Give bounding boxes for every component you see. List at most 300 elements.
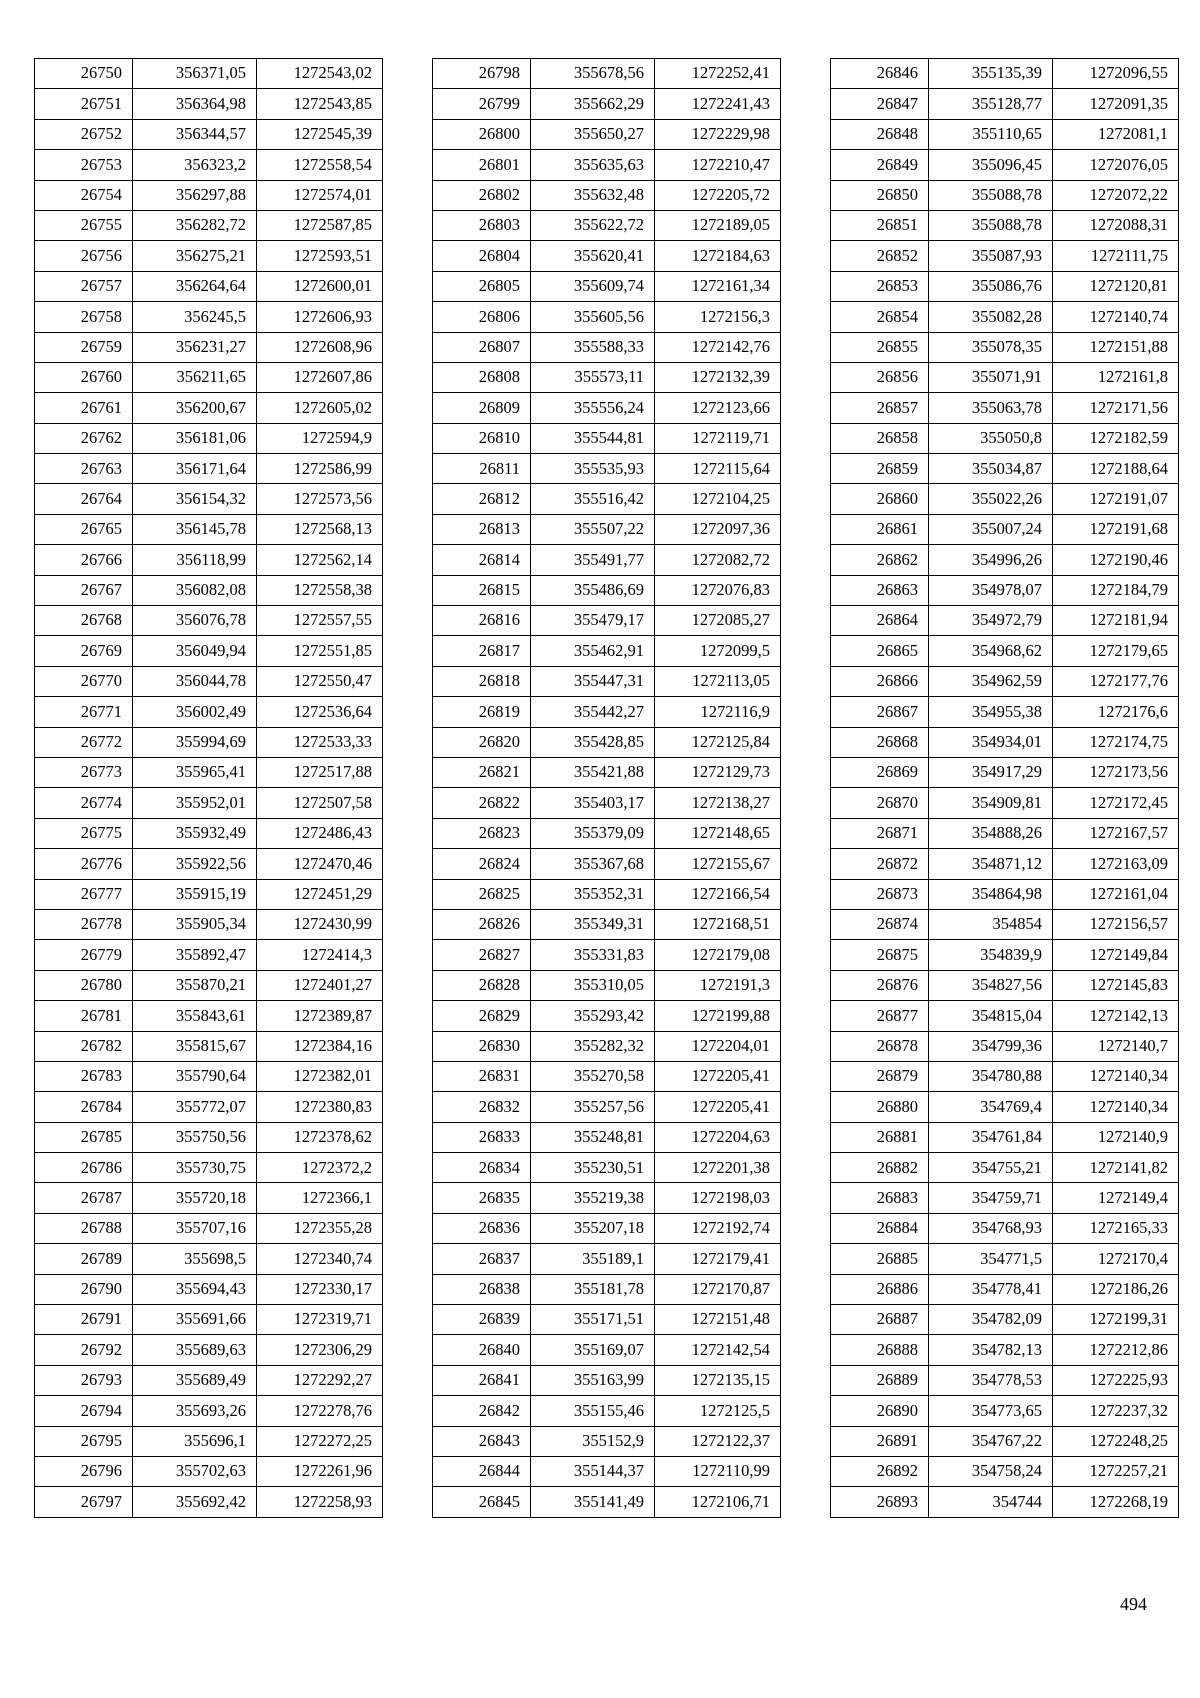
x-coordinate-cell: 356211,65 xyxy=(133,362,257,392)
table-row xyxy=(433,1122,781,1152)
y-coordinate-cell: 1272533,33 xyxy=(257,727,383,757)
point-number-cell: 26794 xyxy=(35,1396,133,1426)
y-coordinate-cell: 1272562,14 xyxy=(257,545,383,575)
y-coordinate-cell: 1272151,88 xyxy=(1053,332,1179,362)
point-number-cell: 26836 xyxy=(433,1213,531,1243)
y-coordinate-cell: 1272138,27 xyxy=(655,788,781,818)
table-row xyxy=(35,788,383,818)
point-number-cell: 26863 xyxy=(831,575,929,605)
x-coordinate-cell: 355650,27 xyxy=(531,119,655,149)
point-number-cell: 26777 xyxy=(35,879,133,909)
y-coordinate-cell: 1272170,4 xyxy=(1053,1244,1179,1274)
y-coordinate-cell: 1272204,01 xyxy=(655,1031,781,1061)
x-coordinate-cell: 354769,4 xyxy=(929,1092,1053,1122)
table-row xyxy=(35,241,383,271)
table-row xyxy=(35,119,383,149)
y-coordinate-cell: 1272551,85 xyxy=(257,636,383,666)
x-coordinate-cell: 355310,05 xyxy=(531,970,655,1000)
point-number-cell: 26854 xyxy=(831,302,929,332)
point-number-cell: 26753 xyxy=(35,150,133,180)
y-coordinate-cell: 1272120,81 xyxy=(1053,271,1179,301)
table-row xyxy=(35,1335,383,1365)
point-number-cell: 26835 xyxy=(433,1183,531,1213)
table-row xyxy=(831,180,1179,210)
x-coordinate-cell: 355507,22 xyxy=(531,514,655,544)
point-number-cell: 26883 xyxy=(831,1183,929,1213)
point-number-cell: 26872 xyxy=(831,849,929,879)
x-coordinate-cell: 355071,91 xyxy=(929,362,1053,392)
y-coordinate-cell: 1272122,37 xyxy=(655,1426,781,1456)
y-coordinate-cell: 1272545,39 xyxy=(257,119,383,149)
y-coordinate-cell: 1272166,54 xyxy=(655,879,781,909)
x-coordinate-cell: 355034,87 xyxy=(929,454,1053,484)
table-row xyxy=(433,606,781,636)
table-row xyxy=(831,1396,1179,1426)
x-coordinate-cell: 355622,72 xyxy=(531,210,655,240)
table-row xyxy=(433,332,781,362)
point-number-cell: 26864 xyxy=(831,606,929,636)
x-coordinate-cell: 356282,72 xyxy=(133,210,257,240)
table-row xyxy=(433,970,781,1000)
point-number-cell: 26837 xyxy=(433,1244,531,1274)
x-coordinate-cell: 355692,42 xyxy=(133,1487,257,1517)
table-row xyxy=(433,909,781,939)
y-coordinate-cell: 1272165,33 xyxy=(1053,1213,1179,1243)
x-coordinate-cell: 354854 xyxy=(929,909,1053,939)
x-coordinate-cell: 355248,81 xyxy=(531,1122,655,1152)
x-coordinate-cell: 355635,63 xyxy=(531,150,655,180)
point-number-cell: 26811 xyxy=(433,454,531,484)
y-coordinate-cell: 1272123,66 xyxy=(655,393,781,423)
table-row xyxy=(831,484,1179,514)
y-coordinate-cell: 1272082,72 xyxy=(655,545,781,575)
x-coordinate-cell: 354778,53 xyxy=(929,1365,1053,1395)
y-coordinate-cell: 1272119,71 xyxy=(655,423,781,453)
x-coordinate-cell: 355750,56 xyxy=(133,1122,257,1152)
table-row xyxy=(35,1365,383,1395)
x-coordinate-cell: 356275,21 xyxy=(133,241,257,271)
x-coordinate-cell: 356364,98 xyxy=(133,89,257,119)
point-number-cell: 26771 xyxy=(35,697,133,727)
point-number-cell: 26827 xyxy=(433,940,531,970)
table-row xyxy=(831,1305,1179,1335)
table-row xyxy=(35,59,383,89)
table-row xyxy=(831,1213,1179,1243)
y-coordinate-cell: 1272097,36 xyxy=(655,514,781,544)
table-row xyxy=(831,1153,1179,1183)
table-row xyxy=(831,210,1179,240)
y-coordinate-cell: 1272229,98 xyxy=(655,119,781,149)
point-number-cell: 26763 xyxy=(35,454,133,484)
y-coordinate-cell: 1272401,27 xyxy=(257,970,383,1000)
point-number-cell: 26825 xyxy=(433,879,531,909)
x-coordinate-cell: 355163,99 xyxy=(531,1365,655,1395)
table-row xyxy=(35,727,383,757)
x-coordinate-cell: 354761,84 xyxy=(929,1122,1053,1152)
x-coordinate-cell: 354909,81 xyxy=(929,788,1053,818)
y-coordinate-cell: 1272205,72 xyxy=(655,180,781,210)
point-number-cell: 26796 xyxy=(35,1456,133,1486)
y-coordinate-cell: 1272593,51 xyxy=(257,241,383,271)
y-coordinate-cell: 1272558,54 xyxy=(257,150,383,180)
y-coordinate-cell: 1272607,86 xyxy=(257,362,383,392)
x-coordinate-cell: 355110,65 xyxy=(929,119,1053,149)
table-row xyxy=(831,1274,1179,1304)
point-number-cell: 26786 xyxy=(35,1153,133,1183)
table-row xyxy=(35,545,383,575)
y-coordinate-cell: 1272179,65 xyxy=(1053,636,1179,666)
y-coordinate-cell: 1272340,74 xyxy=(257,1244,383,1274)
x-coordinate-cell: 355693,26 xyxy=(133,1396,257,1426)
x-coordinate-cell: 355632,48 xyxy=(531,180,655,210)
y-coordinate-cell: 1272586,99 xyxy=(257,454,383,484)
point-number-cell: 26791 xyxy=(35,1305,133,1335)
y-coordinate-cell: 1272355,28 xyxy=(257,1213,383,1243)
point-number-cell: 26891 xyxy=(831,1426,929,1456)
table-row xyxy=(433,940,781,970)
x-coordinate-cell: 355207,18 xyxy=(531,1213,655,1243)
point-number-cell: 26781 xyxy=(35,1001,133,1031)
y-coordinate-cell: 1272184,79 xyxy=(1053,575,1179,605)
point-number-cell: 26830 xyxy=(433,1031,531,1061)
y-coordinate-cell: 1272608,96 xyxy=(257,332,383,362)
x-coordinate-cell: 354917,29 xyxy=(929,757,1053,787)
x-coordinate-cell: 354864,98 xyxy=(929,879,1053,909)
point-number-cell: 26751 xyxy=(35,89,133,119)
point-number-cell: 26866 xyxy=(831,666,929,696)
table-row xyxy=(831,879,1179,909)
table-row xyxy=(831,1456,1179,1486)
x-coordinate-cell: 355707,16 xyxy=(133,1213,257,1243)
y-coordinate-cell: 1272156,57 xyxy=(1053,909,1179,939)
table-row xyxy=(433,1305,781,1335)
table-row xyxy=(433,1213,781,1243)
x-coordinate-cell: 356344,57 xyxy=(133,119,257,149)
x-coordinate-cell: 355932,49 xyxy=(133,818,257,848)
table-row xyxy=(433,1031,781,1061)
y-coordinate-cell: 1272191,68 xyxy=(1053,514,1179,544)
x-coordinate-cell: 354996,26 xyxy=(929,545,1053,575)
table-row xyxy=(433,636,781,666)
y-coordinate-cell: 1272072,22 xyxy=(1053,180,1179,210)
table-row xyxy=(35,1183,383,1213)
x-coordinate-cell: 355096,45 xyxy=(929,150,1053,180)
point-number-cell: 26873 xyxy=(831,879,929,909)
point-number-cell: 26881 xyxy=(831,1122,929,1152)
y-coordinate-cell: 1272172,45 xyxy=(1053,788,1179,818)
y-coordinate-cell: 1272113,05 xyxy=(655,666,781,696)
point-number-cell: 26799 xyxy=(433,89,531,119)
y-coordinate-cell: 1272129,73 xyxy=(655,757,781,787)
table-row xyxy=(433,788,781,818)
table-row xyxy=(35,271,383,301)
y-coordinate-cell: 1272587,85 xyxy=(257,210,383,240)
point-number-cell: 26818 xyxy=(433,666,531,696)
table-row xyxy=(35,1092,383,1122)
point-number-cell: 26829 xyxy=(433,1001,531,1031)
y-coordinate-cell: 1272167,57 xyxy=(1053,818,1179,848)
table-row xyxy=(35,1487,383,1517)
table-row xyxy=(831,1122,1179,1152)
y-coordinate-cell: 1272149,84 xyxy=(1053,940,1179,970)
y-coordinate-cell: 1272142,76 xyxy=(655,332,781,362)
table-row xyxy=(433,1335,781,1365)
table-row xyxy=(831,362,1179,392)
point-number-cell: 26802 xyxy=(433,180,531,210)
y-coordinate-cell: 1272181,94 xyxy=(1053,606,1179,636)
point-number-cell: 26785 xyxy=(35,1122,133,1152)
point-number-cell: 26801 xyxy=(433,150,531,180)
y-coordinate-cell: 1272558,38 xyxy=(257,575,383,605)
table-row xyxy=(433,454,781,484)
y-coordinate-cell: 1272389,87 xyxy=(257,1001,383,1031)
y-coordinate-cell: 1272115,64 xyxy=(655,454,781,484)
x-coordinate-cell: 355620,41 xyxy=(531,241,655,271)
table-row xyxy=(433,180,781,210)
y-coordinate-cell: 1272258,93 xyxy=(257,1487,383,1517)
point-number-cell: 26805 xyxy=(433,271,531,301)
y-coordinate-cell: 1272201,38 xyxy=(655,1153,781,1183)
x-coordinate-cell: 356044,78 xyxy=(133,666,257,696)
y-coordinate-cell: 1272430,99 xyxy=(257,909,383,939)
point-number-cell: 26764 xyxy=(35,484,133,514)
y-coordinate-cell: 1272517,88 xyxy=(257,757,383,787)
point-number-cell: 26815 xyxy=(433,575,531,605)
x-coordinate-cell: 356118,99 xyxy=(133,545,257,575)
table-row xyxy=(433,1244,781,1274)
y-coordinate-cell: 1272140,34 xyxy=(1053,1092,1179,1122)
x-coordinate-cell: 355486,69 xyxy=(531,575,655,605)
point-number-cell: 26846 xyxy=(831,59,929,89)
y-coordinate-cell: 1272372,2 xyxy=(257,1153,383,1183)
table-row xyxy=(433,119,781,149)
x-coordinate-cell: 356002,49 xyxy=(133,697,257,727)
point-number-cell: 26889 xyxy=(831,1365,929,1395)
point-number-cell: 26832 xyxy=(433,1092,531,1122)
table-row xyxy=(831,727,1179,757)
table-row xyxy=(35,666,383,696)
x-coordinate-cell: 354888,26 xyxy=(929,818,1053,848)
x-coordinate-cell: 354768,93 xyxy=(929,1213,1053,1243)
x-coordinate-cell: 355696,1 xyxy=(133,1426,257,1456)
y-coordinate-cell: 1272378,62 xyxy=(257,1122,383,1152)
table-row xyxy=(831,423,1179,453)
point-number-cell: 26868 xyxy=(831,727,929,757)
table-row xyxy=(831,575,1179,605)
y-coordinate-cell: 1272110,99 xyxy=(655,1456,781,1486)
x-coordinate-cell: 355815,67 xyxy=(133,1031,257,1061)
table-row xyxy=(831,818,1179,848)
point-number-cell: 26851 xyxy=(831,210,929,240)
y-coordinate-cell: 1272605,02 xyxy=(257,393,383,423)
x-coordinate-cell: 355293,42 xyxy=(531,1001,655,1031)
x-coordinate-cell: 354955,38 xyxy=(929,697,1053,727)
x-coordinate-cell: 355965,41 xyxy=(133,757,257,787)
point-number-cell: 26778 xyxy=(35,909,133,939)
point-number-cell: 26874 xyxy=(831,909,929,939)
y-coordinate-cell: 1272096,55 xyxy=(1053,59,1179,89)
table-row xyxy=(35,180,383,210)
table-row xyxy=(35,423,383,453)
point-number-cell: 26839 xyxy=(433,1305,531,1335)
table-row xyxy=(35,1061,383,1091)
x-coordinate-cell: 355702,63 xyxy=(133,1456,257,1486)
y-coordinate-cell: 1272451,29 xyxy=(257,879,383,909)
table-row xyxy=(433,879,781,909)
y-coordinate-cell: 1272156,3 xyxy=(655,302,781,332)
x-coordinate-cell: 355790,64 xyxy=(133,1061,257,1091)
x-coordinate-cell: 355379,09 xyxy=(531,818,655,848)
y-coordinate-cell: 1272210,47 xyxy=(655,150,781,180)
y-coordinate-cell: 1272111,75 xyxy=(1053,241,1179,271)
x-coordinate-cell: 355516,42 xyxy=(531,484,655,514)
y-coordinate-cell: 1272161,8 xyxy=(1053,362,1179,392)
y-coordinate-cell: 1272573,56 xyxy=(257,484,383,514)
y-coordinate-cell: 1272470,46 xyxy=(257,849,383,879)
table-row xyxy=(433,89,781,119)
point-number-cell: 26810 xyxy=(433,423,531,453)
y-coordinate-cell: 1272142,54 xyxy=(655,1335,781,1365)
table-row xyxy=(433,1274,781,1304)
point-number-cell: 26893 xyxy=(831,1487,929,1517)
x-coordinate-cell: 354827,56 xyxy=(929,970,1053,1000)
x-coordinate-cell: 355152,9 xyxy=(531,1426,655,1456)
y-coordinate-cell: 1272142,13 xyxy=(1053,1001,1179,1031)
x-coordinate-cell: 354773,65 xyxy=(929,1396,1053,1426)
x-coordinate-cell: 356181,06 xyxy=(133,423,257,453)
x-coordinate-cell: 355169,07 xyxy=(531,1335,655,1365)
table-row xyxy=(35,1244,383,1274)
table-row xyxy=(831,909,1179,939)
point-number-cell: 26822 xyxy=(433,788,531,818)
table-row xyxy=(35,606,383,636)
point-number-cell: 26798 xyxy=(433,59,531,89)
point-number-cell: 26765 xyxy=(35,514,133,544)
point-number-cell: 26819 xyxy=(433,697,531,727)
point-number-cell: 26820 xyxy=(433,727,531,757)
table-row xyxy=(35,818,383,848)
x-coordinate-cell: 355535,93 xyxy=(531,454,655,484)
coordinates-table-3 xyxy=(830,58,1179,1518)
point-number-cell: 26885 xyxy=(831,1244,929,1274)
x-coordinate-cell: 355087,93 xyxy=(929,241,1053,271)
y-coordinate-cell: 1272191,07 xyxy=(1053,484,1179,514)
table-row xyxy=(831,1365,1179,1395)
x-coordinate-cell: 356297,88 xyxy=(133,180,257,210)
point-number-cell: 26759 xyxy=(35,332,133,362)
x-coordinate-cell: 354782,13 xyxy=(929,1335,1053,1365)
x-coordinate-cell: 355605,56 xyxy=(531,302,655,332)
table-row xyxy=(433,362,781,392)
point-number-cell: 26890 xyxy=(831,1396,929,1426)
table-row xyxy=(433,575,781,605)
table-row xyxy=(831,636,1179,666)
point-number-cell: 26804 xyxy=(433,241,531,271)
point-number-cell: 26882 xyxy=(831,1153,929,1183)
y-coordinate-cell: 1272161,04 xyxy=(1053,879,1179,909)
point-number-cell: 26808 xyxy=(433,362,531,392)
y-coordinate-cell: 1272198,03 xyxy=(655,1183,781,1213)
point-number-cell: 26844 xyxy=(433,1456,531,1486)
point-number-cell: 26857 xyxy=(831,393,929,423)
x-coordinate-cell: 354934,01 xyxy=(929,727,1053,757)
table-row xyxy=(433,423,781,453)
point-number-cell: 26849 xyxy=(831,150,929,180)
x-coordinate-cell: 355282,32 xyxy=(531,1031,655,1061)
y-coordinate-cell: 1272205,41 xyxy=(655,1092,781,1122)
table-row xyxy=(35,636,383,666)
point-number-cell: 26871 xyxy=(831,818,929,848)
table-row xyxy=(831,1244,1179,1274)
y-coordinate-cell: 1272248,25 xyxy=(1053,1426,1179,1456)
table-row xyxy=(35,89,383,119)
x-coordinate-cell: 354771,5 xyxy=(929,1244,1053,1274)
y-coordinate-cell: 1272606,93 xyxy=(257,302,383,332)
table-row xyxy=(831,940,1179,970)
table-row xyxy=(35,332,383,362)
x-coordinate-cell: 355870,21 xyxy=(133,970,257,1000)
x-coordinate-cell: 355491,77 xyxy=(531,545,655,575)
point-number-cell: 26860 xyxy=(831,484,929,514)
y-coordinate-cell: 1272205,41 xyxy=(655,1061,781,1091)
point-number-cell: 26767 xyxy=(35,575,133,605)
table-row xyxy=(831,1061,1179,1091)
y-coordinate-cell: 1272261,96 xyxy=(257,1456,383,1486)
table-row xyxy=(35,879,383,909)
point-number-cell: 26809 xyxy=(433,393,531,423)
y-coordinate-cell: 1272366,1 xyxy=(257,1183,383,1213)
table-row xyxy=(35,1213,383,1243)
table-row xyxy=(35,362,383,392)
table-row xyxy=(35,909,383,939)
table-row xyxy=(831,1001,1179,1031)
y-coordinate-cell: 1272600,01 xyxy=(257,271,383,301)
y-coordinate-cell: 1272140,74 xyxy=(1053,302,1179,332)
point-number-cell: 26782 xyxy=(35,1031,133,1061)
y-coordinate-cell: 1272486,43 xyxy=(257,818,383,848)
y-coordinate-cell: 1272140,9 xyxy=(1053,1122,1179,1152)
table-row xyxy=(433,1153,781,1183)
x-coordinate-cell: 356231,27 xyxy=(133,332,257,362)
x-coordinate-cell: 355689,63 xyxy=(133,1335,257,1365)
table-row xyxy=(831,150,1179,180)
table-row xyxy=(35,849,383,879)
table-row xyxy=(831,1335,1179,1365)
y-coordinate-cell: 1272188,64 xyxy=(1053,454,1179,484)
x-coordinate-cell: 356200,67 xyxy=(133,393,257,423)
y-coordinate-cell: 1272171,56 xyxy=(1053,393,1179,423)
y-coordinate-cell: 1272536,64 xyxy=(257,697,383,727)
y-coordinate-cell: 1272568,13 xyxy=(257,514,383,544)
table-row xyxy=(433,393,781,423)
point-number-cell: 26762 xyxy=(35,423,133,453)
point-number-cell: 26869 xyxy=(831,757,929,787)
x-coordinate-cell: 355556,24 xyxy=(531,393,655,423)
x-coordinate-cell: 354815,04 xyxy=(929,1001,1053,1031)
point-number-cell: 26756 xyxy=(35,241,133,271)
table-row xyxy=(433,302,781,332)
table-row xyxy=(35,697,383,727)
x-coordinate-cell: 355088,78 xyxy=(929,180,1053,210)
x-coordinate-cell: 355022,26 xyxy=(929,484,1053,514)
point-number-cell: 26841 xyxy=(433,1365,531,1395)
y-coordinate-cell: 1272319,71 xyxy=(257,1305,383,1335)
table-row xyxy=(831,1031,1179,1061)
y-coordinate-cell: 1272151,48 xyxy=(655,1305,781,1335)
y-coordinate-cell: 1272170,87 xyxy=(655,1274,781,1304)
y-coordinate-cell: 1272076,83 xyxy=(655,575,781,605)
x-coordinate-cell: 355689,49 xyxy=(133,1365,257,1395)
